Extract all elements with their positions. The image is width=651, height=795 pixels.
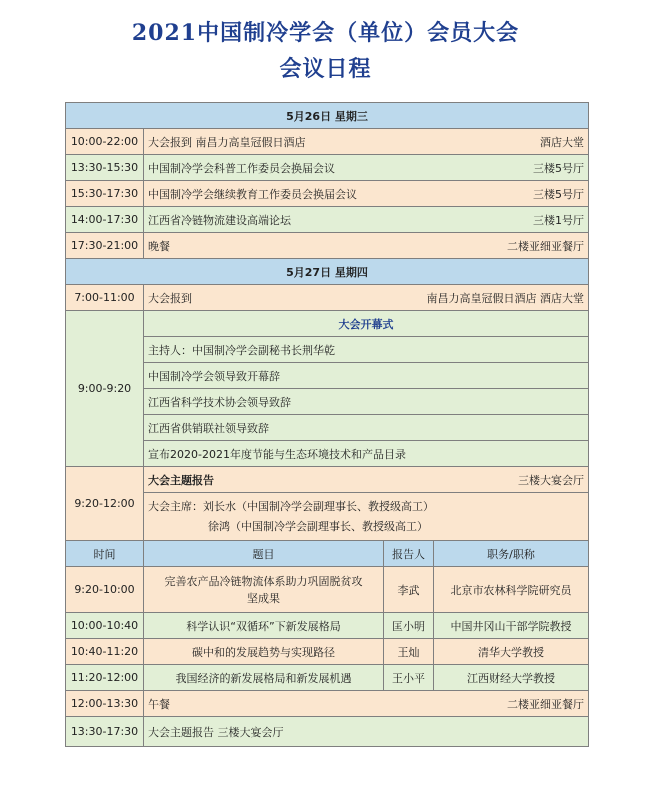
day2-date: 5月27日 星期四 xyxy=(66,259,589,285)
opening-item: 江西省科学技术协会领导致辞 xyxy=(144,389,589,415)
position-cell: 清华大学教授 xyxy=(434,639,589,665)
day2-header-row xyxy=(66,259,589,285)
time-cell: 9:20-12:00 xyxy=(66,467,144,541)
time-cell: 14:00-17:30 xyxy=(66,207,144,233)
venue-cell: 酒店大堂 xyxy=(540,135,585,149)
chair-line-2: 徐鸿（中国制冷学会副理事长、教授级高工） xyxy=(208,519,428,533)
table-row xyxy=(66,233,589,259)
day1-header-row xyxy=(66,103,589,129)
page-subtitle: 会议日程 xyxy=(279,56,372,82)
event-cell: 中国制冷学会继续教育工作委员会换届会议 xyxy=(148,187,357,201)
venue-cell: 三楼5号厅 xyxy=(533,187,585,201)
time-cell: 10:00-10:40 xyxy=(66,613,144,639)
table-row xyxy=(66,129,589,155)
page-title: 2021中国制冷学会（单位）会员大会 xyxy=(131,20,520,46)
event-cell: 中国制冷学会科普工作委员会换届会议 xyxy=(148,161,335,175)
event-cell: 江西省冷链物流建设高端论坛 xyxy=(148,213,291,227)
time-cell: 12:00-13:30 xyxy=(66,691,144,717)
topic-cell: 碳中和的发展趋势与实现路径 xyxy=(144,639,384,665)
table-row xyxy=(66,389,589,415)
table-row xyxy=(66,639,589,665)
event-cell: 大会报到 xyxy=(148,291,192,305)
time-cell: 10:00-22:00 xyxy=(66,129,144,155)
venue-cell: 二楼亚细亚餐厅 xyxy=(507,239,585,253)
speaker-cell: 王小平 xyxy=(384,665,434,691)
table-row xyxy=(66,207,589,233)
venue-cell: 三楼1号厅 xyxy=(533,213,585,227)
table-row xyxy=(66,613,589,639)
event-cell: 午餐 xyxy=(148,697,170,711)
table-row xyxy=(66,285,589,311)
venue-cell: 二楼亚细亚餐厅 xyxy=(507,697,585,711)
opening-item: 宣布2020-2021年度节能与生态环境技术和产品目录 xyxy=(144,441,589,467)
table-row xyxy=(66,155,589,181)
table-row xyxy=(66,717,589,747)
time-cell: 11:20-12:00 xyxy=(66,665,144,691)
keynote-title: 大会主题报告 xyxy=(148,473,214,487)
table-row xyxy=(66,337,589,363)
topic-cell: 完善农产品冷链物流体系助力巩固脱贫攻坚成果 xyxy=(144,567,384,613)
time-cell: 9:00-9:20 xyxy=(66,311,144,467)
time-cell: 15:30-17:30 xyxy=(66,181,144,207)
time-cell: 17:30-21:00 xyxy=(66,233,144,259)
speaker-cell: 匡小明 xyxy=(384,613,434,639)
speaker-cell: 王灿 xyxy=(384,639,434,665)
table-row xyxy=(66,415,589,441)
table-row xyxy=(66,363,589,389)
table-row xyxy=(66,567,589,613)
position-cell: 北京市农林科学院研究员 xyxy=(434,567,589,613)
time-cell: 10:40-11:20 xyxy=(66,639,144,665)
event-cell: 大会报到 南昌力高皇冠假日酒店 xyxy=(148,135,306,149)
schedule-table xyxy=(65,102,589,747)
opening-item: 主持人：中国制冷学会副秘书长荆华乾 xyxy=(144,337,589,363)
venue-cell: 三楼5号厅 xyxy=(533,161,585,175)
topic-cell: 科学认识“双循环”下新发展格局 xyxy=(144,613,384,639)
table-row xyxy=(66,665,589,691)
header-topic: 题目 xyxy=(144,541,384,567)
keynote-chair-row xyxy=(66,493,589,541)
speaker-cell: 李武 xyxy=(384,567,434,613)
table-row xyxy=(66,691,589,717)
keynote-title-row xyxy=(66,467,589,493)
talks-header-row xyxy=(66,541,589,567)
venue-cell: 南昌力高皇冠假日酒店 酒店大堂 xyxy=(426,291,585,305)
opening-item: 江西省供销联社领导致辞 xyxy=(144,415,589,441)
header-speaker: 报告人 xyxy=(384,541,434,567)
venue-cell: 三楼大宴会厅 xyxy=(518,473,585,487)
table-row xyxy=(66,181,589,207)
chair-line-1: 大会主席：刘长水（中国制冷学会副理事长、教授级高工） xyxy=(148,499,434,513)
position-cell: 中国井冈山干部学院教授 xyxy=(434,613,589,639)
header-time: 时间 xyxy=(66,541,144,567)
table-row xyxy=(66,441,589,467)
time-cell: 7:00-11:00 xyxy=(66,285,144,311)
header-position: 职务/职称 xyxy=(434,541,589,567)
time-cell: 9:20-10:00 xyxy=(66,567,144,613)
opening-item: 中国制冷学会领导致开幕辞 xyxy=(144,363,589,389)
day1-date: 5月26日 星期三 xyxy=(66,103,589,129)
time-cell: 13:30-15:30 xyxy=(66,155,144,181)
event-cell: 晚餐 xyxy=(148,239,170,253)
event-cell: 大会主题报告 三楼大宴会厅 xyxy=(144,717,589,747)
opening-title-row xyxy=(66,311,589,337)
time-cell: 13:30-17:30 xyxy=(66,717,144,747)
topic-cell: 我国经济的新发展格局和新发展机遇 xyxy=(144,665,384,691)
position-cell: 江西财经大学教授 xyxy=(434,665,589,691)
opening-title: 大会开幕式 xyxy=(144,311,589,337)
